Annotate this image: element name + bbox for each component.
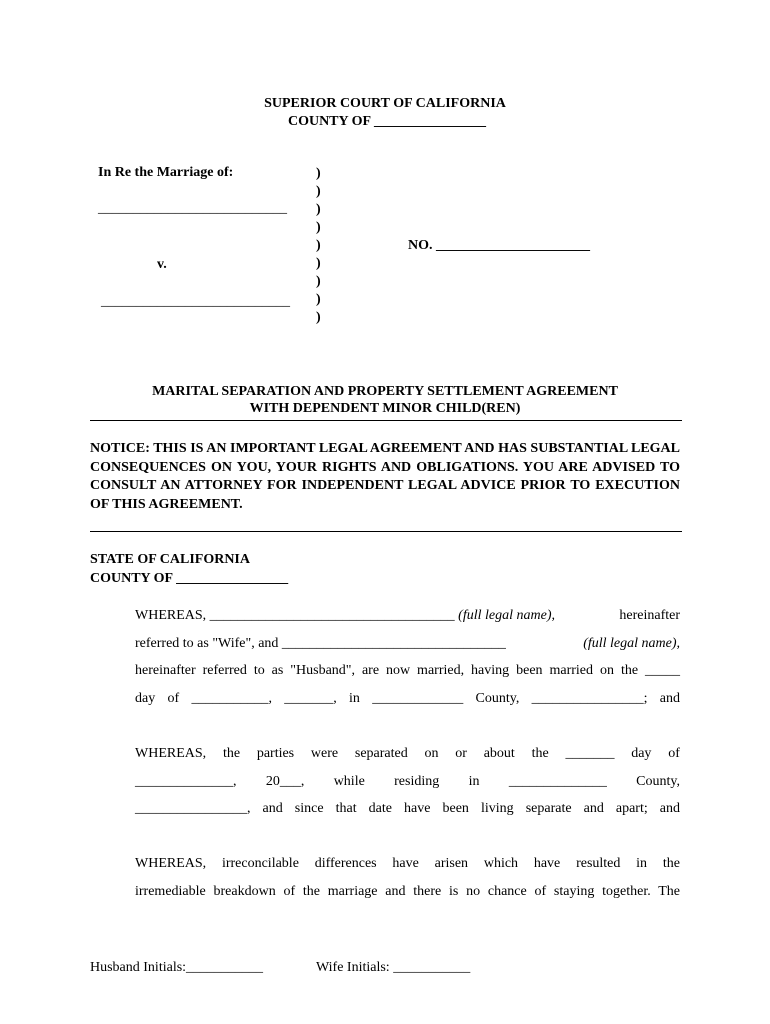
separation-date-field[interactable]: ______________, 20___, while residing in ______________ County, <box>135 773 680 789</box>
full-legal-name-note: (full legal name), <box>458 608 555 623</box>
wife-initials-field[interactable]: Wife Initials: ___________ <box>316 960 471 975</box>
caption-paren: ) <box>316 274 321 289</box>
caption-paren: ) <box>316 238 321 253</box>
marriage-label: In Re the Marriage of: <box>98 165 234 180</box>
husband-initials-field[interactable]: Husband Initials:___________ <box>90 960 264 975</box>
title-line-2: WITH DEPENDENT MINOR CHILD(REN) <box>249 401 521 416</box>
caption-paren: ) <box>316 184 321 199</box>
legal-notice: NOTICE: THIS IS AN IMPORTANT LEGAL AGREEMENT AND HAS SUBSTANTIAL LEGAL CONSEQUENCES ON YOU, YOUR RIGHTS AND OBLIGATIONS. YOU ARE ADVISED TO CONSULT AN ATTORNEY FOR INDEPENDENT LEGAL ADVICE PRIOR TO EXECUTION OF THIS AGREEMENT. <box>90 441 680 512</box>
caption-paren: ) <box>316 166 321 181</box>
paragraph-line <box>135 630 680 658</box>
case-number-field[interactable]: NO. ______________________ <box>408 238 590 253</box>
paragraph-line <box>135 602 680 630</box>
title-divider <box>90 420 682 421</box>
caption-paren: ) <box>316 256 321 271</box>
notice-divider <box>90 531 682 532</box>
marriage-date-field[interactable]: day of ___________, _______, in _____________ County, ________________; and <box>135 690 680 706</box>
paragraph-line: WHEREAS, irreconcilable differences have arisen which have resulted in the <box>135 856 680 871</box>
title-line-1: MARITAL SEPARATION AND PROPERTY SETTLEMENT AGREEMENT <box>152 384 618 399</box>
party2-name-field[interactable]: ___________________________ <box>101 294 290 309</box>
paragraph-line: WHEREAS, the parties were separated on or about the _______ day of <box>135 746 680 761</box>
versus-label: v. <box>157 257 167 272</box>
court-header <box>0 96 770 130</box>
full-legal-name-note: (full legal name), <box>583 635 680 651</box>
venue-county-field[interactable]: COUNTY OF ________________ <box>90 571 289 586</box>
whereas-separation-paragraph <box>135 740 680 823</box>
caption-paren: ) <box>316 292 321 307</box>
separation-place-field[interactable]: ________________, and since that date have been living separate and apart; and <box>135 801 680 816</box>
court-county: COUNTY OF ________________ <box>287 114 487 129</box>
paragraph-line: hereinafter referred to as "Husband", are now married, having been married on the _____ <box>135 663 680 678</box>
paragraph-line: irremediable breakdown of the marriage and there is no chance of staying together. The <box>135 883 680 899</box>
caption-paren: ) <box>316 202 321 217</box>
agreement-title <box>0 384 770 417</box>
court-name: SUPERIOR COURT OF CALIFORNIA <box>264 96 506 111</box>
hereinafter-text: hereinafter <box>619 608 680 623</box>
party1-name-field[interactable]: ___________________________ <box>98 201 287 216</box>
whereas-parties-paragraph <box>135 602 680 712</box>
caption-paren: ) <box>316 220 321 235</box>
caption-paren: ) <box>316 310 321 325</box>
wife-name-field[interactable]: WHEREAS, ___________________________________ <box>135 608 459 623</box>
whereas-differences-paragraph <box>135 850 680 905</box>
venue-state: STATE OF CALIFORNIA <box>90 552 250 567</box>
husband-name-field[interactable]: referred to as "Wife", and ________________________________ <box>135 635 506 651</box>
